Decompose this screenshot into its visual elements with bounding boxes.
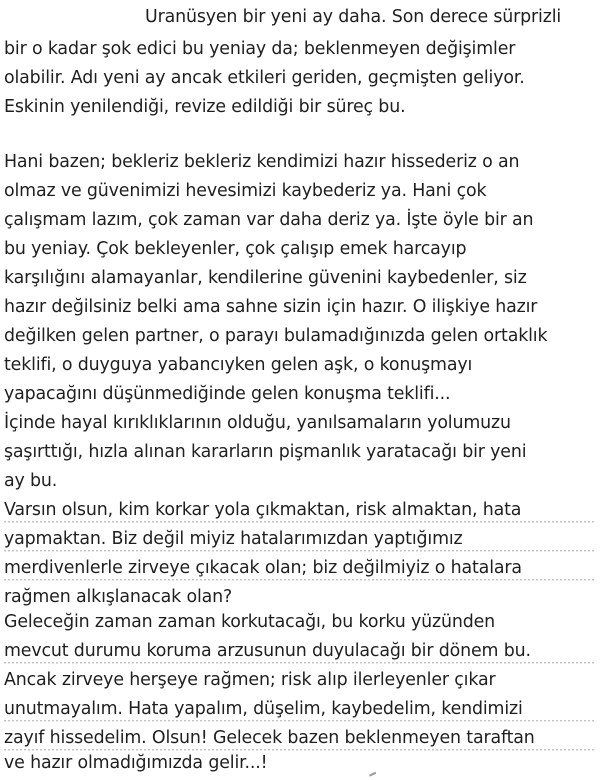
text-line: olmaz ve güvenimizi hevesimizi kaybederiz ya. Hani çok [4,181,487,201]
underlined-text-line: yapmaktan. Biz değil miyiz hatalarımızdan yaptığımız [4,526,594,552]
underlined-text-line: Varsın olsun, kim korkar yola çıkmaktan, risk almaktan, hata [4,497,594,523]
text-line: Hani bazen; bekleriz bekleriz kendimizi hazır hissederiz o an [4,152,520,172]
text-line: olabilir. Adı yeni ay ancak etkileri geriden, geçmişten geliyor. [4,68,525,88]
text-line: Ancak zirveye herşeye rağmen; risk alıp ilerleyenler çıkar [4,670,496,690]
underlined-text-line: merdivenlerle zirveye çıkacak olan; biz değilmiyiz o hatalara [4,555,594,581]
text-line: rağmen alkışlanacak olan? [4,587,233,607]
text-line: bir o kadar şok edici bu yeniay da; beklenmeyen değişimler [4,39,516,59]
text-line: değilken gelen partner, o parayı bulamadığınızda gelen ortaklık [4,326,548,346]
text-line: karşılığını alamayanlar, kendilerine güvenini kaybedenler, siz [4,268,527,288]
text-line: Geleceğin zaman zaman korkutacağı, bu korku yüzünden [4,612,496,632]
underlined-text-line: zayıf hissedelim. Olsun! Gelecek bazen beklenmeyen taraftan [4,725,594,751]
text-line: İçinde hayal kırıklıklarının olduğu, yanılsamaların yolumuzu [4,413,511,433]
text-line: çalışmam lazım, çok zaman var daha deriz ya. İşte öyle bir an [4,210,534,230]
underlined-text-line: unutmayalım. Hata yapalım, düşelim, kaybedelim, kendimizi [4,696,594,722]
text-line: şaşırttığı, hızla alınan kararların pişmanlık yaratacağı bir yeni [4,442,527,462]
text-line: yapacağını düşünmediğinde gelen konuşma teklifi... [4,384,451,404]
text-line: ay bu. [4,471,58,491]
underlined-text-line: mevcut durumu koruma arzusunun duyulacağı bir dönem bu. [4,638,594,664]
text-line: teklifi, o duyguya yabancıyken gelen aşk, o konuşmayı [4,355,473,375]
text-line: ve hazır olmadığımızda gelir...! [4,753,268,773]
text-line: hazır değilsiniz belki ama sahne sizin için hazır. O ilişkiye hazır [4,297,538,317]
text-line: bu yeniay. Çok bekleyenler, çok çalışıp emek harcayıp [4,239,467,259]
text-line: Uranüsyen bir yeni ay daha. Son derece sürprizli [145,7,562,27]
text-line: Eskinin yenilendiği, revize edildiği bir süreç bu. [4,97,406,117]
